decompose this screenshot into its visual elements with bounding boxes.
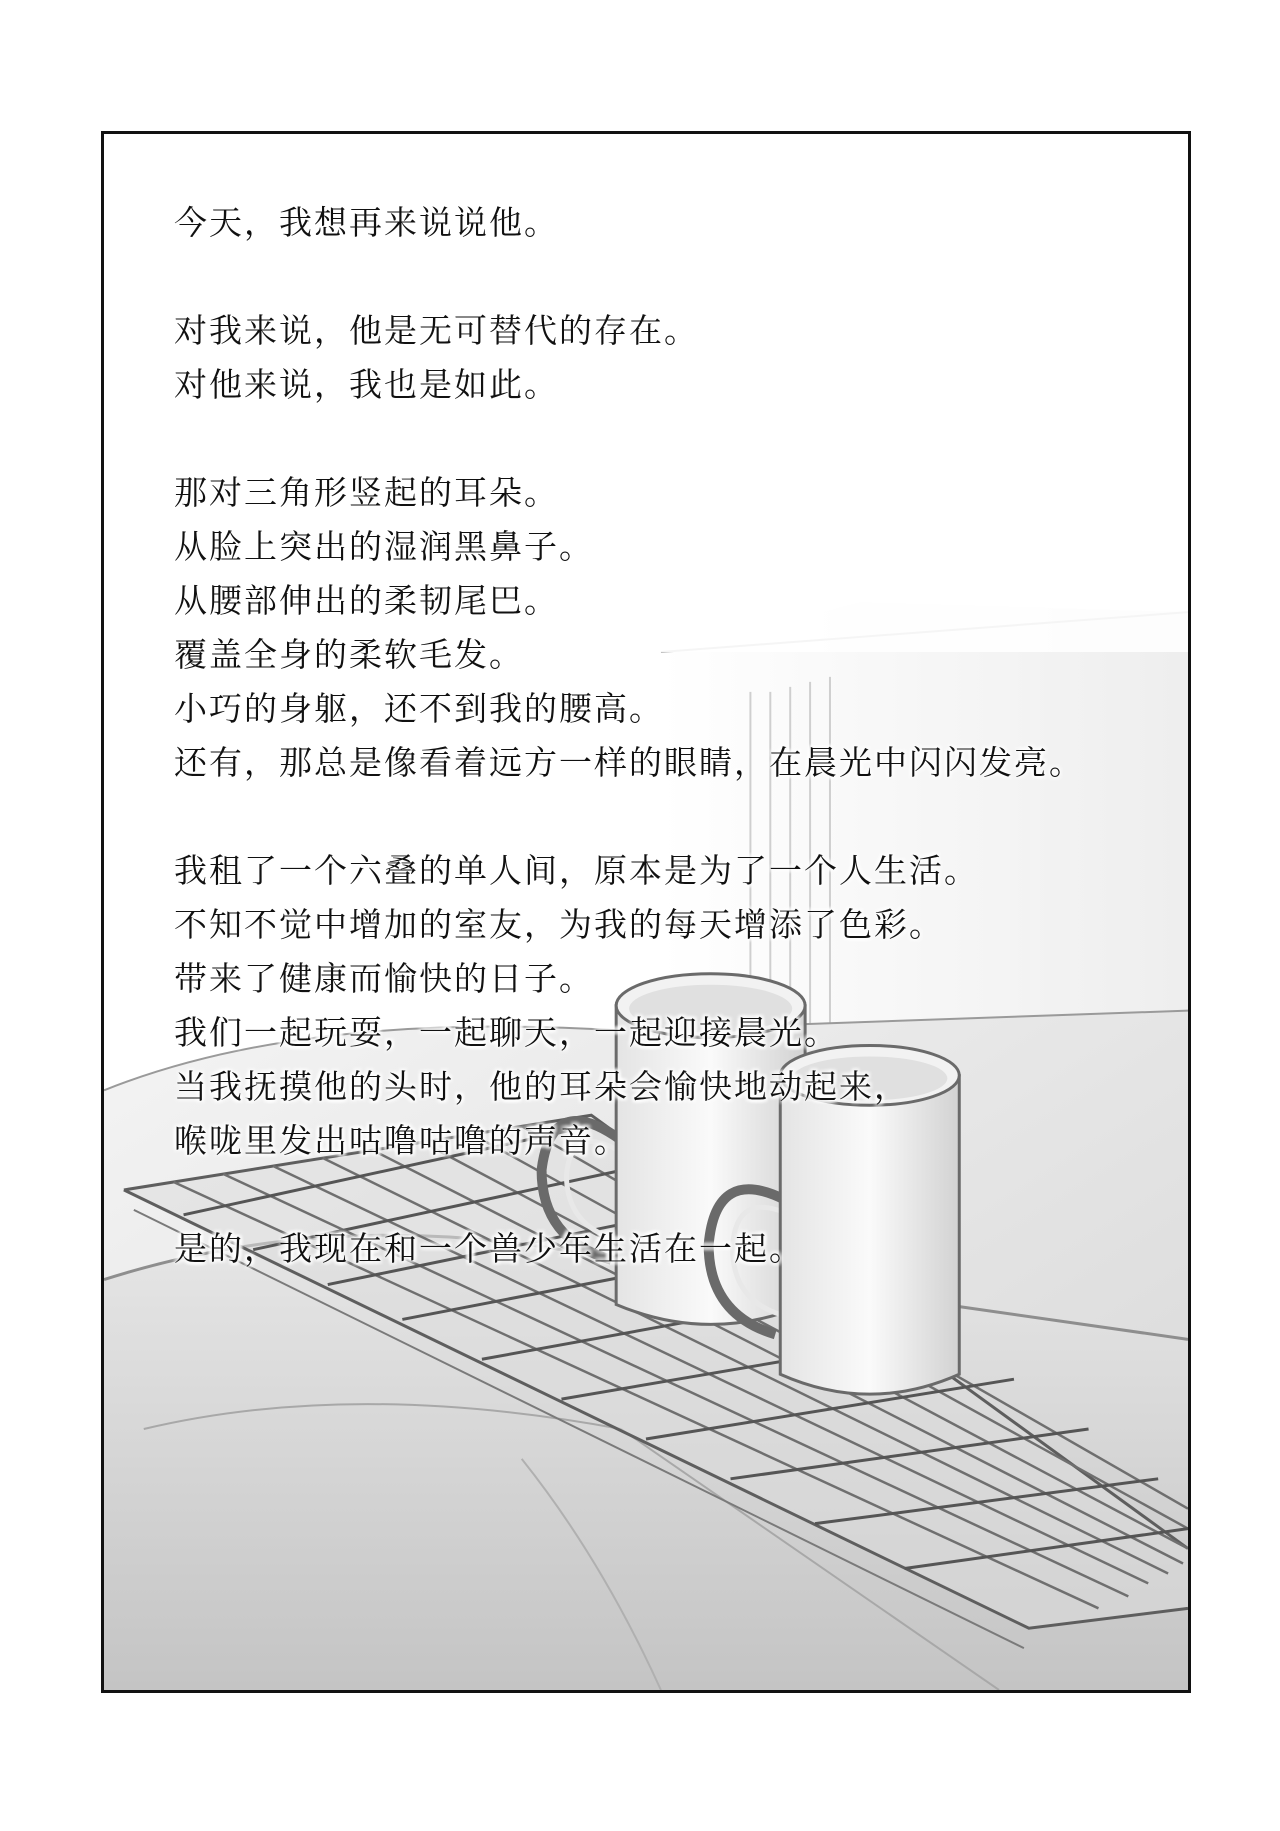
story-line: 从脸上突出的湿润黑鼻子。 xyxy=(174,527,594,566)
paragraph-gap xyxy=(174,412,1154,466)
story-line: 对我来说，他是无可替代的存在。 xyxy=(174,311,699,350)
story-line: 我租了一个六叠的单人间，原本是为了一个人生活。 xyxy=(174,851,979,890)
story-line: 从腰部伸出的柔韧尾巴。 xyxy=(174,581,559,620)
story-line: 不知不觉中增加的室友，为我的每天增添了色彩。 xyxy=(174,905,944,944)
story-panel xyxy=(101,131,1191,1693)
paragraph-gap xyxy=(174,1168,1154,1222)
story-line: 喉咙里发出咕噜咕噜的声音。 xyxy=(174,1121,629,1160)
story-line: 今天，我想再来说说他。 xyxy=(174,203,559,242)
story-line: 我们一起玩耍，一起聊天，一起迎接晨光。 xyxy=(174,1013,839,1052)
paragraph-gap xyxy=(174,790,1154,844)
story-line: 是的，我现在和一个兽少年生活在一起。 xyxy=(174,1229,804,1268)
story-line: 那对三角形竖起的耳朵。 xyxy=(174,473,559,512)
story-line: 带来了健康而愉快的日子。 xyxy=(174,959,594,998)
story-line: 对他来说，我也是如此。 xyxy=(174,365,559,404)
story-line: 当我抚摸他的头时，他的耳朵会愉快地动起来， xyxy=(174,1067,909,1106)
story-line: 还有，那总是像看着远方一样的眼睛，在晨光中闪闪发亮。 xyxy=(174,743,1084,782)
story-line: 覆盖全身的柔软毛发。 xyxy=(174,635,524,674)
story-line: 小巧的身躯，还不到我的腰高。 xyxy=(174,689,664,728)
paragraph-gap xyxy=(174,250,1154,304)
story-text xyxy=(174,196,1154,1276)
